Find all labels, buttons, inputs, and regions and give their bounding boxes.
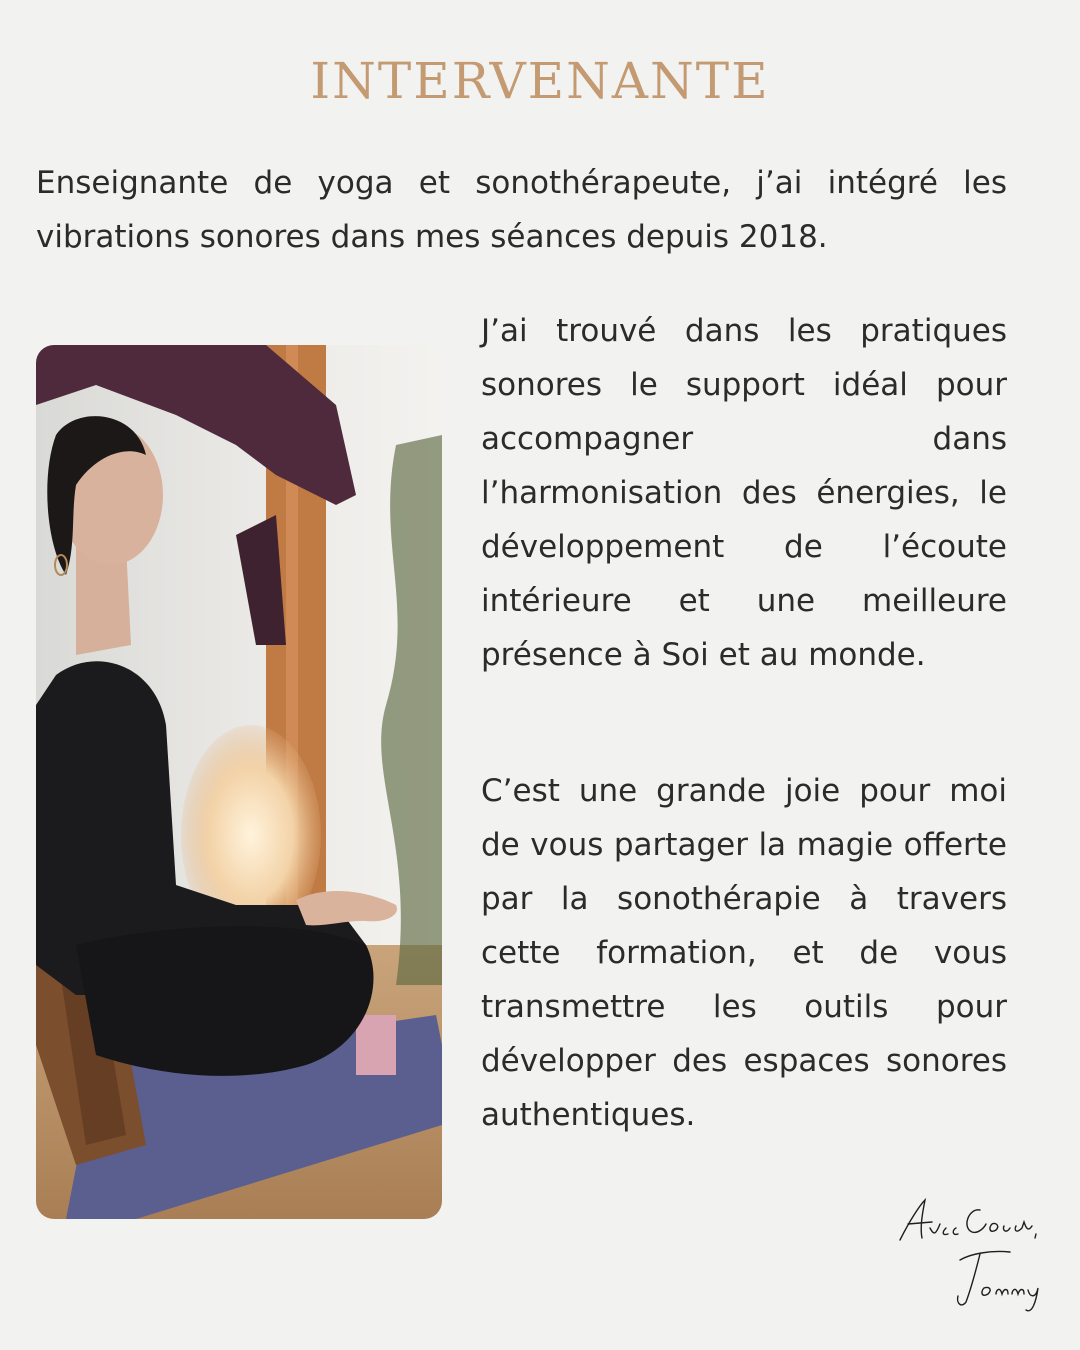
paragraph-practices: J’ai trouvé dans les pratiques sonores le support idéal pour accompagner dans l’harmonisation des énergies, le développement de l’écoute intérieure et une meilleure présence à Soi et au monde. <box>481 313 1007 673</box>
page-title: INTERVENANTE <box>310 52 770 110</box>
meditation-photo <box>36 345 442 1219</box>
handwritten-signature <box>880 1190 1060 1320</box>
meditation-photo-illustration <box>36 345 442 1219</box>
paragraph-joy: C’est une grande joie pour moi de vous partager la magie offerte par la sonothérapie à travers cette formation, et de vous transmettre les outils pour développer des espaces sonores authentiques. <box>481 773 1007 1133</box>
intro-paragraph: Enseignante de yoga et sonothérapeute, j’ai intégré les vibrations sonores dans mes séances depuis 2018. <box>36 165 1007 255</box>
